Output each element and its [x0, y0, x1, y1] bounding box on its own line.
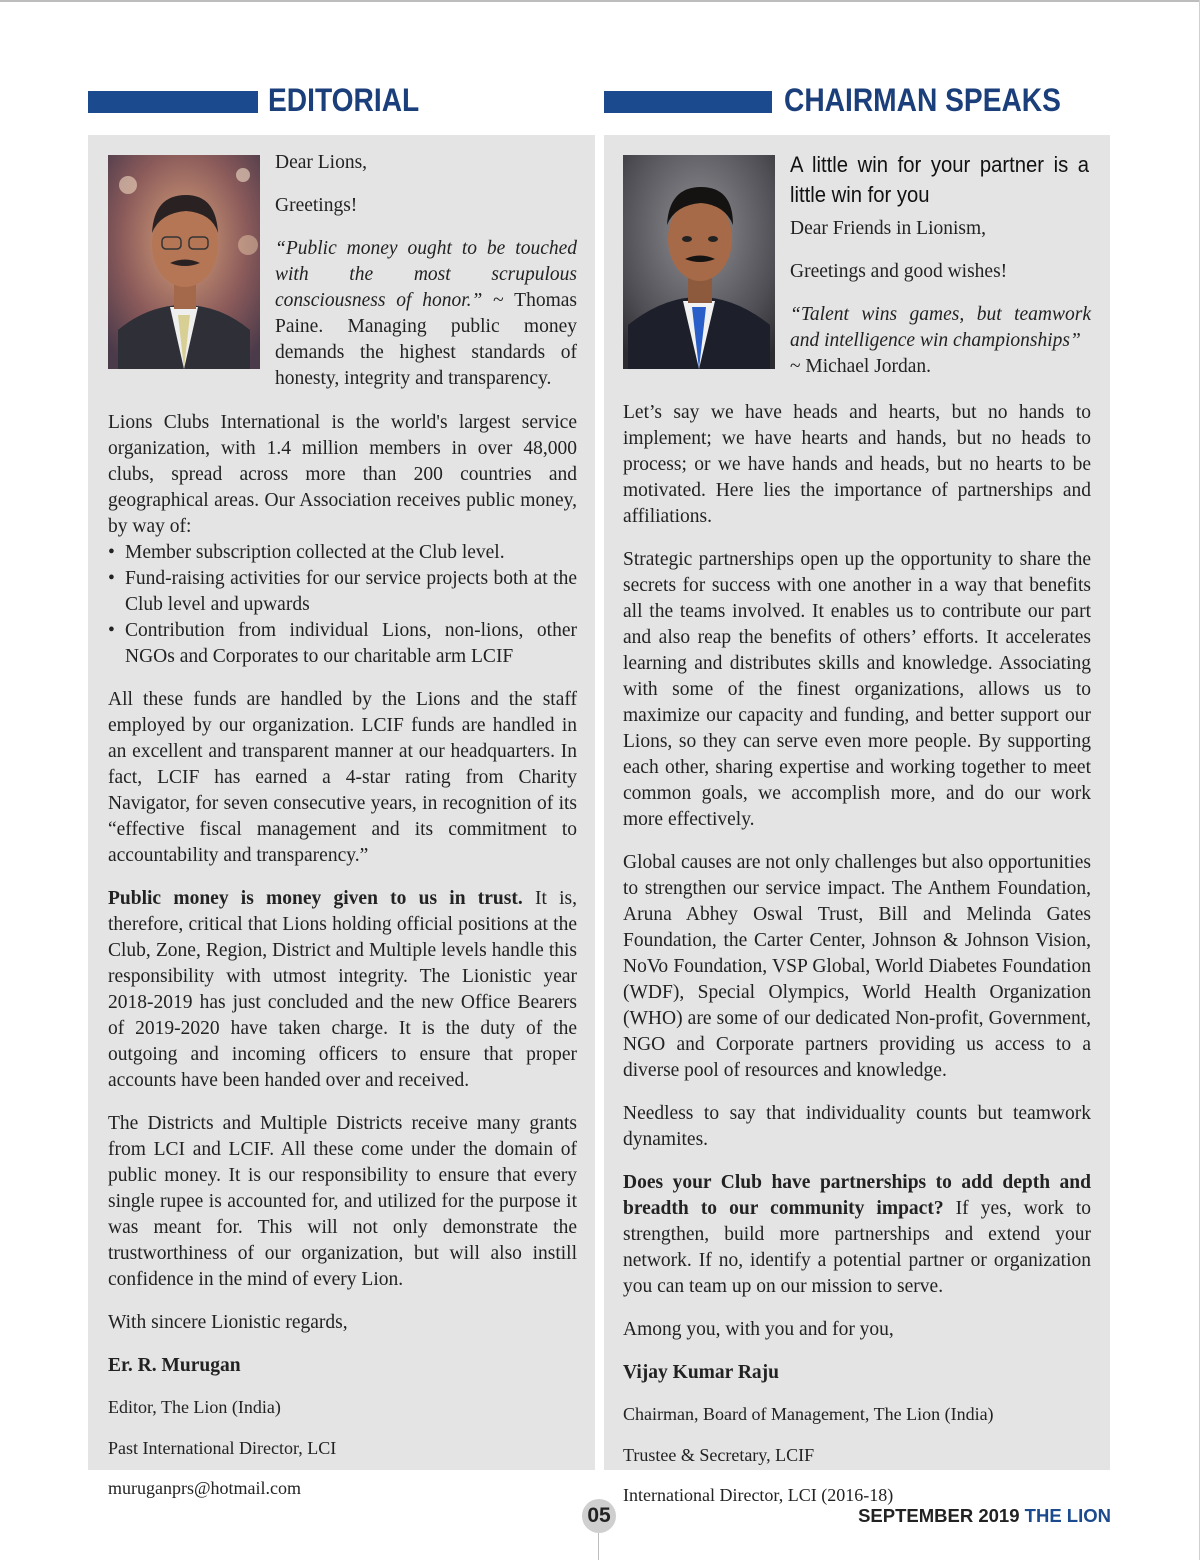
- editorial-para-1: Lions Clubs International is the world's largest service organization, with 1.4 million members in over 48,000 clubs, spread across more than 200 countries and geographical areas. Our Association receives public money, by way of:: [108, 412, 577, 537]
- editorial-para-3-text: It is, therefore, critical that Lions holding official positions at the Club, Zone, Region, District and Multiple levels handle this responsibility with utmost integrity. The Lionistic year 2018-2019 has just concluded and the new Office Bearers of 2019-2020 have taken charge. It is the duty of the outgoing and incoming officers to ensure that proper accounts have been handed over and received.: [108, 888, 577, 1091]
- editorial-bullet-list: [108, 540, 577, 670]
- editorial-body: [108, 410, 577, 1518]
- chairman-para-5-lead: Does your Club have partnerships to add depth and breadth to our community impact?: [623, 1172, 1091, 1219]
- chairman-para-5: [623, 1170, 1091, 1300]
- chairman-name: Vijay Kumar Raju: [623, 1362, 779, 1383]
- chairman-para-5-text: If yes, work to strengthen, build more partnerships and extend your network. If no, identify a potential partner or organization you can team up on our mission to serve.: [623, 1198, 1091, 1297]
- chairman-body: [623, 400, 1091, 1525]
- chairman-portrait: [623, 155, 775, 369]
- footer-masthead: [858, 1505, 1111, 1527]
- footer-brand: THE LION: [1024, 1505, 1111, 1526]
- chairman-para-1: Let’s say we have heads and hearts, but no hands to implement; we have hearts and hands, but no heads to process; or we have hands and heads, but no hearts to be motivated. Here lies the importance of partnerships and affiliations.: [623, 402, 1091, 527]
- chairman-title-line: Chairman, Board of Management, The Lion (India): [623, 1404, 994, 1424]
- editorial-quote-block: [275, 236, 577, 392]
- chairman-quote: “Talent wins games, but teamwork and intelligence win championships”: [790, 304, 1091, 351]
- chairman-para-4: Needless to say that individuality counts but teamwork dynamites.: [623, 1103, 1091, 1150]
- editorial-quote: “Public money ought to be touched with the most scrupulous consciousness of honor.”: [275, 238, 577, 311]
- editorial-para-4: The Districts and Multiple Districts receive many grants from LCI and LCIF. All these come under the domain of public money. It is our responsibility to ensure that every single rupee is accounted for, and utilized for the purpose it was meant for. This will not only demonstrate the trustworthiness of our organization, but will also instill confidence in the mind of every Lion.: [108, 1113, 577, 1290]
- chairman-title-line: Trustee & Secretary, LCIF: [623, 1444, 815, 1465]
- editorial-para-2: All these funds are handled by the Lions and the staff employed by our organization. LCIF funds are handled in an excellent and transparent manner at our headquarters. In fact, LCIF has earned a 4-star rating from Charity Navigator, for seven consecutive years, in recognition of its “effective fiscal management and its commitment to accountability and transparency.”: [108, 689, 577, 866]
- chairman-quote-block: [790, 302, 1091, 354]
- editor-portrait: [108, 155, 260, 369]
- chairman-closing: Among you, with you and for you,: [623, 1319, 894, 1340]
- footer-issue: SEPTEMBER 2019: [858, 1505, 1025, 1526]
- editorial-bullet-item: • Fund-raising activities for our service projects both at the Club level and upwards: [125, 566, 577, 618]
- chairman-greeting: Greetings and good wishes!: [790, 261, 1008, 282]
- editorial-para-3-lead: Public money is money given to us in trust.: [108, 888, 523, 909]
- chairman-portrait-image: [623, 155, 775, 369]
- chairman-title-line: International Director, LCI (2016-18): [623, 1485, 894, 1505]
- editorial-title: EDITORIAL: [268, 82, 420, 118]
- editorial-salutation: Dear Lions,: [275, 152, 368, 173]
- editorial-bullet-item: • Contribution from individual Lions, non-lions, other NGOs and Corporates to our charitable arm LCIF: [125, 618, 577, 670]
- editor-title-line: Past International Director, LCI: [108, 1437, 337, 1458]
- editorial-intro: [275, 150, 577, 409]
- chairman-para-2: Strategic partnerships open up the opportunity to share the secrets for success with one another in a way that benefits all the teams involved. It enables us to contribute our part and also reap the benefits of others’ efforts. It accelerates learning and distributes skills and knowledge. Associating with some of the finest organizations, allows us to maximize our capacity and funding, and better support our Lions, so they can serve even more people. By supporting each other, sharing expertise and working together to meet common goals, we accomplish more, and do our work more effectively.: [623, 549, 1091, 830]
- chairman-title: CHAIRMAN SPEAKS: [784, 82, 1061, 118]
- editorial-greeting: Greetings!: [275, 195, 358, 216]
- editorial-bullet-item: • Member subscription collected at the Club level.: [125, 540, 577, 566]
- editorial-para-3: [108, 886, 577, 1094]
- chairman-intro: [790, 150, 1091, 380]
- editorial-closing: With sincere Lionistic regards,: [108, 1312, 348, 1333]
- top-rule: [0, 0, 1200, 2]
- chairman-headline: A little win for your partner is a little win for you: [790, 152, 1090, 207]
- chairman-salutation: Dear Friends in Lionism,: [790, 218, 987, 239]
- chairman-quote-attribution: ~ Michael Jordan.: [790, 356, 932, 377]
- editor-email: muruganprs@hotmail.com: [108, 1478, 302, 1498]
- footer-divider: [598, 1533, 599, 1560]
- chairman-para-3: Global causes are not only challenges but also opportunities to strengthen our service impact. The Anthem Foundation, Aruna Abhey Oswal Trust, Bill and Melinda Gates Foundation, the Carter Center, Johnson & Johnson Vision, NoVo Foundation, VSP Global, World Diabetes Foundation (WDF), Special Olympics, World Health Organization (WHO) are some of our dedicated Non-profit, Government, NGO and Corporate partners providing us access to a diverse pool of resources and knowledge.: [623, 852, 1091, 1081]
- editorial-quote-attribution: ~ Thomas Paine. Managing public money demands the highest standards of honesty, integrity and transparency.: [275, 290, 577, 389]
- page-number: 05: [582, 1499, 616, 1533]
- editorial-header-bar: [88, 91, 258, 113]
- editor-name: Er. R. Murugan: [108, 1355, 241, 1376]
- editor-portrait-image: [108, 155, 260, 369]
- editor-title-line: Editor, The Lion (India): [108, 1397, 281, 1417]
- chairman-header-bar: [604, 91, 772, 113]
